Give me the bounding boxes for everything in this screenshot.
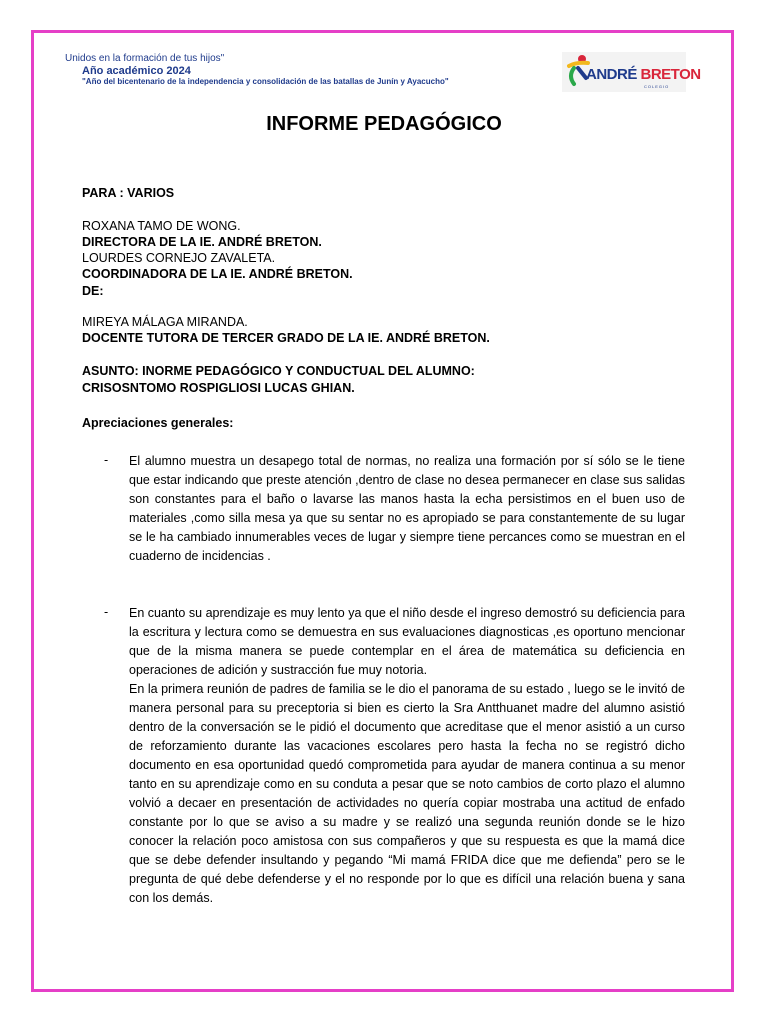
subject-student: CRISOSNTOMO ROSPIGLIOSI LUCAS GHIAN. (82, 381, 355, 395)
de-label: DE: (82, 284, 104, 298)
subject-line: ASUNTO: INORME PEDAGÓGICO Y CONDUCTUAL DEL ALUMNO: (82, 364, 475, 378)
recipient-role: DIRECTORA DE LA IE. ANDRÉ BRETON. (82, 235, 322, 249)
header-motto: Unidos en la formación de tus hijos" (65, 53, 225, 64)
bullet-paragraph (129, 452, 685, 566)
header-year: Año académico 2024 (82, 65, 191, 77)
sender-name: MIREYA MÁLAGA MIRANDA. (82, 315, 248, 329)
school-logo (562, 52, 701, 92)
logo-text: ANDRÉ BRETON (586, 66, 701, 83)
sender-role: DOCENTE TUTORA DE TERCER GRADO DE LA IE. ANDRÉ BRETON. (82, 331, 490, 345)
logo-subtext: COLEGIO (644, 84, 670, 89)
recipient-role: COORDINADORA DE LA IE. ANDRÉ BRETON. (82, 267, 353, 281)
bullet-paragraph (129, 604, 685, 908)
recipient-name: ROXANA TAMO DE WONG. (82, 219, 241, 233)
header-year-name: "Año del bicentenario de la independencia y consolidación de las batallas de Junín y Ayacucho" (82, 77, 449, 86)
bullet-marker: - (104, 453, 109, 467)
paragraph-text: En la primera reunión de padres de familia se le dio el panorama de su estado , luego se le invitó de manera personal para su preceptoria si bien es cierto la Sra Antthuanet madre del alumno asistió dentro de la conversación se le pidió el documento que acreditase que el menor asistió a un curso de reforzamiento durante las vacaciones escolares pero hasta la fecha no se registró dicho documento en esa oportunidad quedó comprometida para ayudar de manera continua a su menor tanto en su aprendizaje como en su conduta a pesar que se noto cambios de corto plazo el alumno volvió a decaer en presentación de actividades no quería copiar mostraba una actitud de enfado constante por lo que se aviso a su madre y se realizó una segunda reunión donde se le hizo conocer la relación poco amistosa con sus compañeros y que su respuesta es que la mamá dice que se debe defender insultando y pegando “Mi mamá FRIDA dice que me defienda” pero se le pregunta de qué debe defenderse y el no responde por lo que es difícil una relación buena y sana con los demás. (129, 682, 685, 905)
section-heading: Apreciaciones generales: (82, 416, 234, 430)
paragraph-text: El alumno muestra un desapego total de normas, no realiza una formación por sí sólo se le tiene que estar indicando que preste atención ,dentro de clase no desea permanecer en clase sus salidas son constantes para el baño o lavarse las manos hasta la echa persistimos en el buen uso de materiales ,como silla mesa ya que su sentar no es apropiado se para constantemente de su lugar se le ha cambiado innumerables veces de lugar y siempre tiene percances como se muestran en el cuaderno de incidencias . (129, 454, 685, 563)
recipient-name: LOURDES CORNEJO ZAVALETA. (82, 251, 276, 265)
document-title: INFORME PEDAGÓGICO (266, 113, 502, 135)
bullet-marker: - (104, 605, 109, 619)
para-line: PARA : VARIOS (82, 186, 175, 200)
paragraph-text: En cuanto su aprendizaje es muy lento ya que el niño desde el ingreso demostró su deficiencia para la escritura y lectura como se demuestra en sus evaluaciones diagnosticas ,es oportuno mencionar que de la misma manera se puede contemplar en el área de matemática su deficiencia en operaciones de adición y sustracción fue muy notoria. (129, 606, 685, 677)
